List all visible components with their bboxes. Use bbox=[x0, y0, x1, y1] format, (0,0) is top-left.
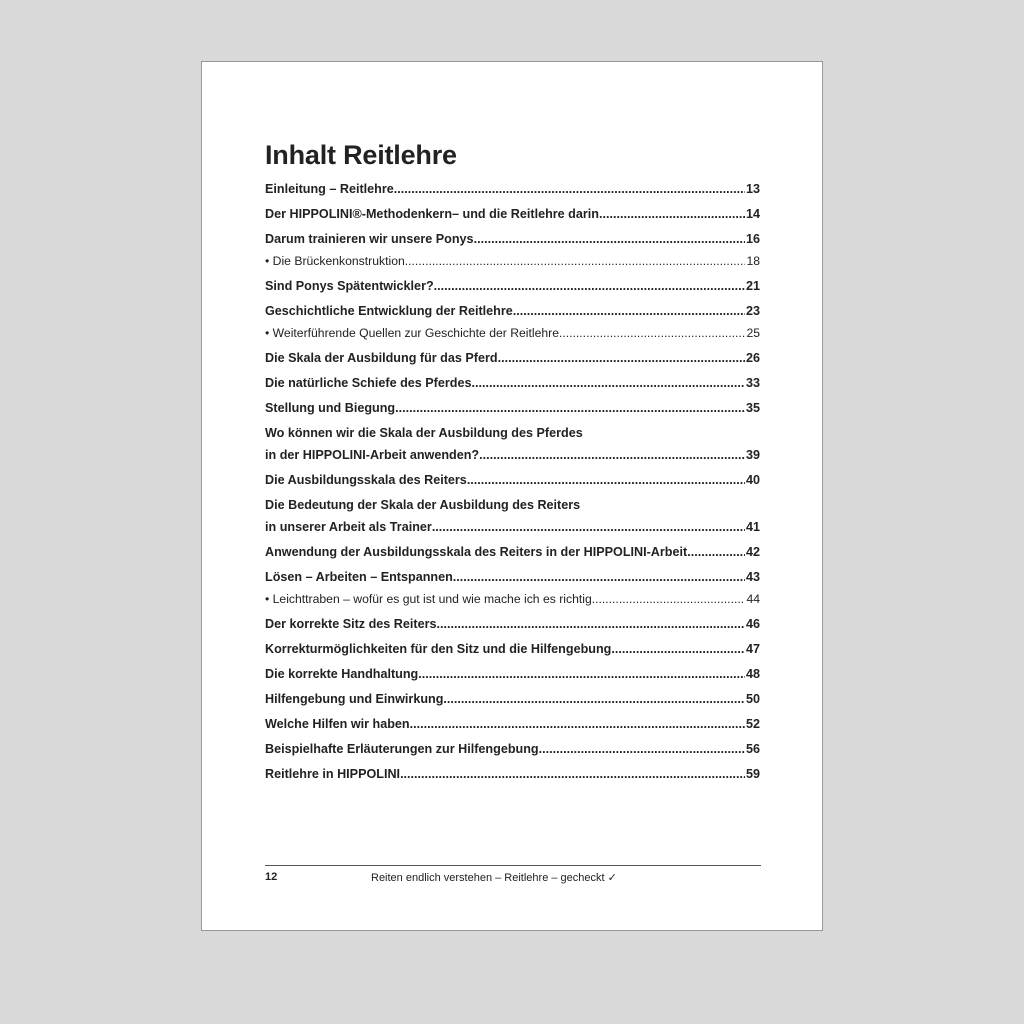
toc-entry-row bbox=[265, 613, 760, 635]
toc-entry-page: 13 bbox=[745, 182, 760, 196]
toc-entry-page: 56 bbox=[745, 742, 760, 756]
toc-leader-dots bbox=[443, 688, 745, 710]
toc-leader-dots bbox=[474, 228, 745, 250]
toc-entry-label: Geschichtliche Entwicklung der Reitlehre bbox=[265, 304, 513, 318]
toc-entry-row bbox=[265, 178, 760, 200]
toc-entry bbox=[265, 372, 760, 394]
toc-entry-label: in der HIPPOLINI-Arbeit anwenden? bbox=[265, 448, 480, 462]
toc-entry bbox=[265, 469, 760, 491]
toc-entry-label: Sind Ponys Spätentwickler? bbox=[265, 279, 434, 293]
toc-entry bbox=[265, 228, 760, 250]
toc-entry-page: 39 bbox=[745, 448, 760, 462]
toc-entry-row bbox=[265, 738, 760, 760]
toc-entry-page: 25 bbox=[746, 326, 760, 340]
toc-entry bbox=[265, 588, 760, 610]
toc-leader-dots bbox=[599, 203, 745, 225]
toc-entry-page: 14 bbox=[745, 207, 760, 221]
toc-leader-dots bbox=[437, 613, 745, 635]
toc-leader-dots bbox=[592, 588, 746, 610]
toc-title: Inhalt Reitlehre bbox=[265, 140, 457, 170]
toc-leader-dots bbox=[395, 397, 745, 419]
toc-entry bbox=[265, 566, 760, 588]
toc-entry-label: in unserer Arbeit als Trainer bbox=[265, 520, 432, 534]
toc-entry bbox=[265, 763, 760, 785]
toc-entry-label: Hilfengebung und Einwirkung bbox=[265, 692, 444, 706]
toc-entry-page: 26 bbox=[745, 351, 760, 365]
toc-entry bbox=[265, 300, 760, 322]
toc-entry bbox=[265, 347, 760, 369]
toc-entry-page: 44 bbox=[746, 592, 760, 606]
toc-entry-label: • Die Brückenkonstruktion bbox=[265, 254, 405, 268]
toc-entry bbox=[265, 322, 760, 344]
toc-leader-dots bbox=[559, 322, 745, 344]
toc-entry-label-line1: Die Bedeutung der Skala der Ausbildung des Reiters bbox=[265, 498, 581, 512]
toc-entry-label: Die Skala der Ausbildung für das Pferd bbox=[265, 351, 498, 365]
toc-entry-row bbox=[265, 347, 760, 369]
toc-entry bbox=[265, 275, 760, 297]
toc-entry-row bbox=[265, 588, 760, 610]
toc-leader-dots bbox=[539, 738, 745, 760]
toc-entry-label: Darum trainieren wir unsere Ponys bbox=[265, 232, 474, 246]
toc-leader-dots bbox=[410, 713, 745, 735]
toc-entry-row bbox=[265, 275, 760, 297]
toc-leader-dots bbox=[611, 638, 745, 660]
toc-entry-page: 18 bbox=[746, 254, 760, 268]
toc-entry-label: • Weiterführende Quellen zur Geschichte der Reitlehre bbox=[265, 326, 559, 340]
toc-entry bbox=[265, 494, 760, 538]
toc-entry-label: Korrekturmöglichkeiten für den Sitz und die Hilfengebung bbox=[265, 642, 612, 656]
toc-entry-row bbox=[265, 638, 760, 660]
toc-entry-row bbox=[265, 397, 760, 419]
toc-entry bbox=[265, 638, 760, 660]
toc-entry-label: Anwendung der Ausbildungsskala des Reiters in der HIPPOLINI-Arbeit bbox=[265, 545, 688, 559]
toc-entry-page: 52 bbox=[745, 717, 760, 731]
toc-entry-row bbox=[265, 469, 760, 491]
toc-entry bbox=[265, 738, 760, 760]
toc-entry-row bbox=[265, 372, 760, 394]
toc-leader-dots bbox=[687, 541, 745, 563]
toc-leader-dots bbox=[453, 566, 745, 588]
toc-entry bbox=[265, 713, 760, 735]
toc-entry-row bbox=[265, 763, 760, 785]
toc-leader-dots bbox=[513, 300, 745, 322]
toc-entry bbox=[265, 397, 760, 419]
toc-entry bbox=[265, 688, 760, 710]
footer-book-title: Reiten endlich verstehen – Reitlehre – gecheckt ✓ bbox=[371, 872, 617, 884]
toc-entry-page: 42 bbox=[745, 545, 760, 559]
toc-entry-row bbox=[265, 300, 760, 322]
toc-entry-label: Der korrekte Sitz des Reiters bbox=[265, 617, 437, 631]
toc-entry-row bbox=[265, 541, 760, 563]
toc-entry-row bbox=[265, 228, 760, 250]
toc-entry-label: Welche Hilfen wir haben bbox=[265, 717, 410, 731]
toc-entry-row bbox=[265, 322, 760, 344]
toc-entry bbox=[265, 203, 760, 225]
toc-entry-page: 43 bbox=[745, 570, 760, 584]
toc-entry bbox=[265, 422, 760, 466]
toc-entry bbox=[265, 178, 760, 200]
footer-page-number: 12 bbox=[265, 871, 278, 883]
toc-entry-page: 46 bbox=[745, 617, 760, 631]
toc-entry-row bbox=[265, 566, 760, 588]
toc-entry-page: 59 bbox=[745, 767, 760, 781]
toc-leader-dots bbox=[400, 763, 745, 785]
toc-entry-row bbox=[265, 516, 760, 538]
toc-entry-page: 23 bbox=[745, 304, 760, 318]
toc-entry-page: 50 bbox=[745, 692, 760, 706]
toc-entry-row bbox=[265, 688, 760, 710]
toc-leader-dots bbox=[394, 178, 745, 200]
toc-leader-dots bbox=[498, 347, 745, 369]
toc-entry-page: 33 bbox=[745, 376, 760, 390]
toc-entry-page: 41 bbox=[745, 520, 760, 534]
toc-leader-dots bbox=[471, 372, 745, 394]
toc-entry-label: Die Ausbildungsskala des Reiters bbox=[265, 473, 467, 487]
toc-entry-row bbox=[265, 203, 760, 225]
toc-leader-dots bbox=[418, 663, 745, 685]
toc-entry-page: 40 bbox=[745, 473, 760, 487]
toc-leader-dots bbox=[405, 250, 746, 272]
toc-entry-label: Die korrekte Handhaltung bbox=[265, 667, 419, 681]
table-of-contents bbox=[265, 178, 760, 785]
toc-leader-dots bbox=[434, 275, 745, 297]
toc-entry-row bbox=[265, 250, 760, 272]
toc-leader-dots bbox=[467, 469, 745, 491]
toc-entry-label: Stellung und Biegung bbox=[265, 401, 396, 415]
toc-entry-page: 47 bbox=[745, 642, 760, 656]
toc-entry-row bbox=[265, 663, 760, 685]
toc-leader-dots bbox=[479, 444, 745, 466]
toc-entry-label: Der HIPPOLINI®-Methodenkern– und die Reitlehre darin bbox=[265, 207, 599, 221]
toc-entry-label-line1: Wo können wir die Skala der Ausbildung des Pferdes bbox=[265, 426, 583, 440]
toc-entry-page: 48 bbox=[745, 667, 760, 681]
toc-entry-label: • Leichttraben – wofür es gut ist und wie mache ich es richtig bbox=[265, 592, 592, 606]
footer-divider bbox=[265, 865, 761, 866]
toc-entry bbox=[265, 250, 760, 272]
toc-entry-row bbox=[265, 713, 760, 735]
toc-entry bbox=[265, 541, 760, 563]
toc-entry-label: Reitlehre in HIPPOLINI bbox=[265, 767, 401, 781]
toc-entry bbox=[265, 613, 760, 635]
toc-entry-page: 21 bbox=[745, 279, 760, 293]
toc-entry-row bbox=[265, 444, 760, 466]
toc-entry-page: 35 bbox=[745, 401, 760, 415]
toc-leader-dots bbox=[432, 516, 745, 538]
toc-entry-label: Die natürliche Schiefe des Pferdes bbox=[265, 376, 472, 390]
toc-entry-label: Einleitung – Reitlehre bbox=[265, 182, 394, 196]
document-page bbox=[201, 61, 823, 931]
toc-entry-label: Lösen – Arbeiten – Entspannen bbox=[265, 570, 453, 584]
toc-entry bbox=[265, 663, 760, 685]
toc-entry-page: 16 bbox=[745, 232, 760, 246]
toc-entry-label: Beispielhafte Erläuterungen zur Hilfengebung bbox=[265, 742, 539, 756]
